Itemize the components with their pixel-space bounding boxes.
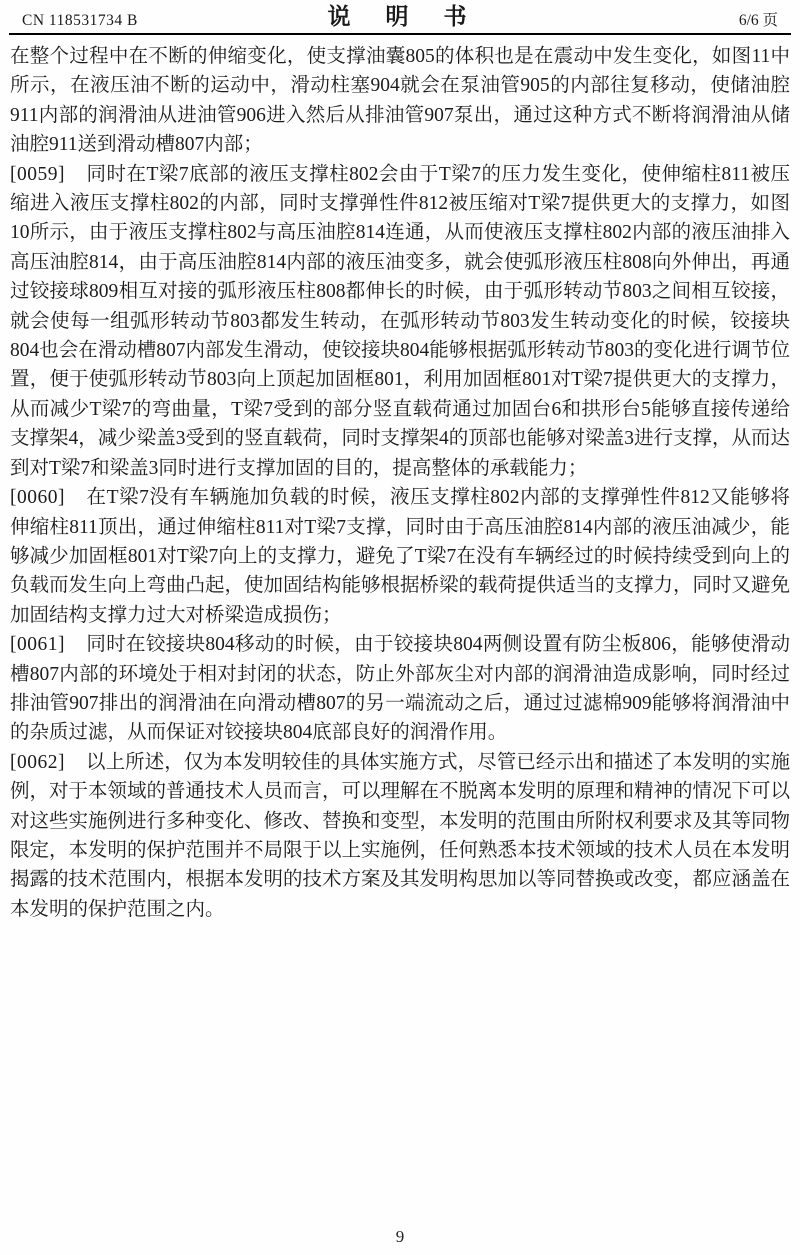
paragraph-text: 在整个过程中在不断的伸缩变化，使支撑油囊805的体积也是在震动中发生变化，如图11中所示，在液压油不断的运动中，滑动柱塞904就会在泵油管905的内部往复移动，使储油腔911内部的润滑油从进油管906进入然后从排油管907泵出，通过这种方式不断将润滑油从储油腔911送到滑动槽807内部； [10, 46, 790, 156]
specification-paragraph [10, 630, 790, 748]
specification-paragraph [10, 160, 790, 483]
page-header [0, 0, 800, 33]
paragraph-number-tag: [0062] [10, 751, 65, 773]
paragraph-number-tag: [0061] [10, 634, 65, 656]
paragraph-number-tag: [0060] [10, 487, 65, 509]
paragraph-text: 同时在铰接块804移动的时候，由于铰接块804两侧设置有防尘板806，能够使滑动槽807内部的环境处于相对封闭的状态，防止外部灰尘对内部的润滑油造成影响，同时经过排油管907排出的润滑油在向滑动槽807的另一端流动之后，通过过滤棉909能够将润滑油中的杂质过滤，从而保证对铰接块804底部良好的润滑作用。 [10, 634, 790, 744]
paragraph-text: 在T梁7没有车辆施加负载的时候，液压支撑柱802内部的支撑弹性件812又能够将伸缩柱811顶出，通过伸缩柱811对T梁7支撑，同时由于高压油腔814内部的液压油减少，能够减少加固框801对T梁7向上的支撑力，避免了T梁7在没有车辆经过的时候持续受到向上的负载而发生向上弯曲凸起，使加固结构能够根据桥梁的载荷提供适当的支撑力，同时又避免加固结构支撑力过大对桥梁造成损伤； [10, 487, 791, 626]
specification-body [0, 35, 800, 924]
paragraph-text: 以上所述，仅为本发明较佳的具体实施方式，尽管已经示出和描述了本发明的实施例，对于本领域的普通技术人员而言，可以理解在不脱离本发明的原理和精神的情况下可以对这些实施例进行多种变化、修改、替换和变型，本发明的范围由所附权利要求及其等同物限定，本发明的保护范围并不局限于以上实施例，任何熟悉本技术领域的技术人员在本发明揭露的技术范围内，根据本发明的技术方案及其发明构思加以等同替换或改变，都应涵盖在本发明的保护范围之内。 [10, 751, 791, 920]
document-title: 说 明 书 [327, 4, 473, 29]
paragraph-number-tag: [0059] [10, 163, 65, 185]
specification-paragraph [10, 42, 790, 160]
specification-paragraph [10, 748, 790, 924]
publication-number: CN 118531734 B [22, 12, 138, 29]
specification-paragraph [10, 483, 790, 630]
sheet-indicator: 6/6 页 [738, 12, 778, 29]
page-number: 9 [395, 1227, 405, 1246]
paragraph-text: 同时在T梁7底部的液压支撑柱802会由于T梁7的压力发生变化，使伸缩柱811被压缩进入液压支撑柱802的内部，同时支撑弹性件812被压缩对T梁7提供更大的支撑力，如图10所示，由于液压支撑柱802与高压油腔814连通，从而使液压支撑柱802内部的液压油排入高压油腔814，由于高压油腔814内部的液压油变多，就会使弧形液压柱808向外伸出，再通过铰接球809相互对接的弧形液压柱808都伸长的时候，由于弧形转动节803之间相互铰接，就会使每一组弧形转动节803都发生转动，在弧形转动节803发生转动变化的时候，铰接块804也会在滑动槽807内部发生滑动，使铰接块804能够根据弧形转动节803的变化进行调节位置，便于使弧形转动节803向上顶起加固框801，利用加固框801对T梁7提供更大的支撑力，从而减少T梁7的弯曲量，T梁7受到的部分竖直载荷通过加固台6和拱形台5能够直接传递给支撑架4，减少梁盖3受到的竖直载荷，同时支撑架4的顶部也能够对梁盖3进行支撑，从而达到对T梁7和梁盖3同时进行支撑加固的目的，提高整体的承载能力； [10, 163, 791, 479]
